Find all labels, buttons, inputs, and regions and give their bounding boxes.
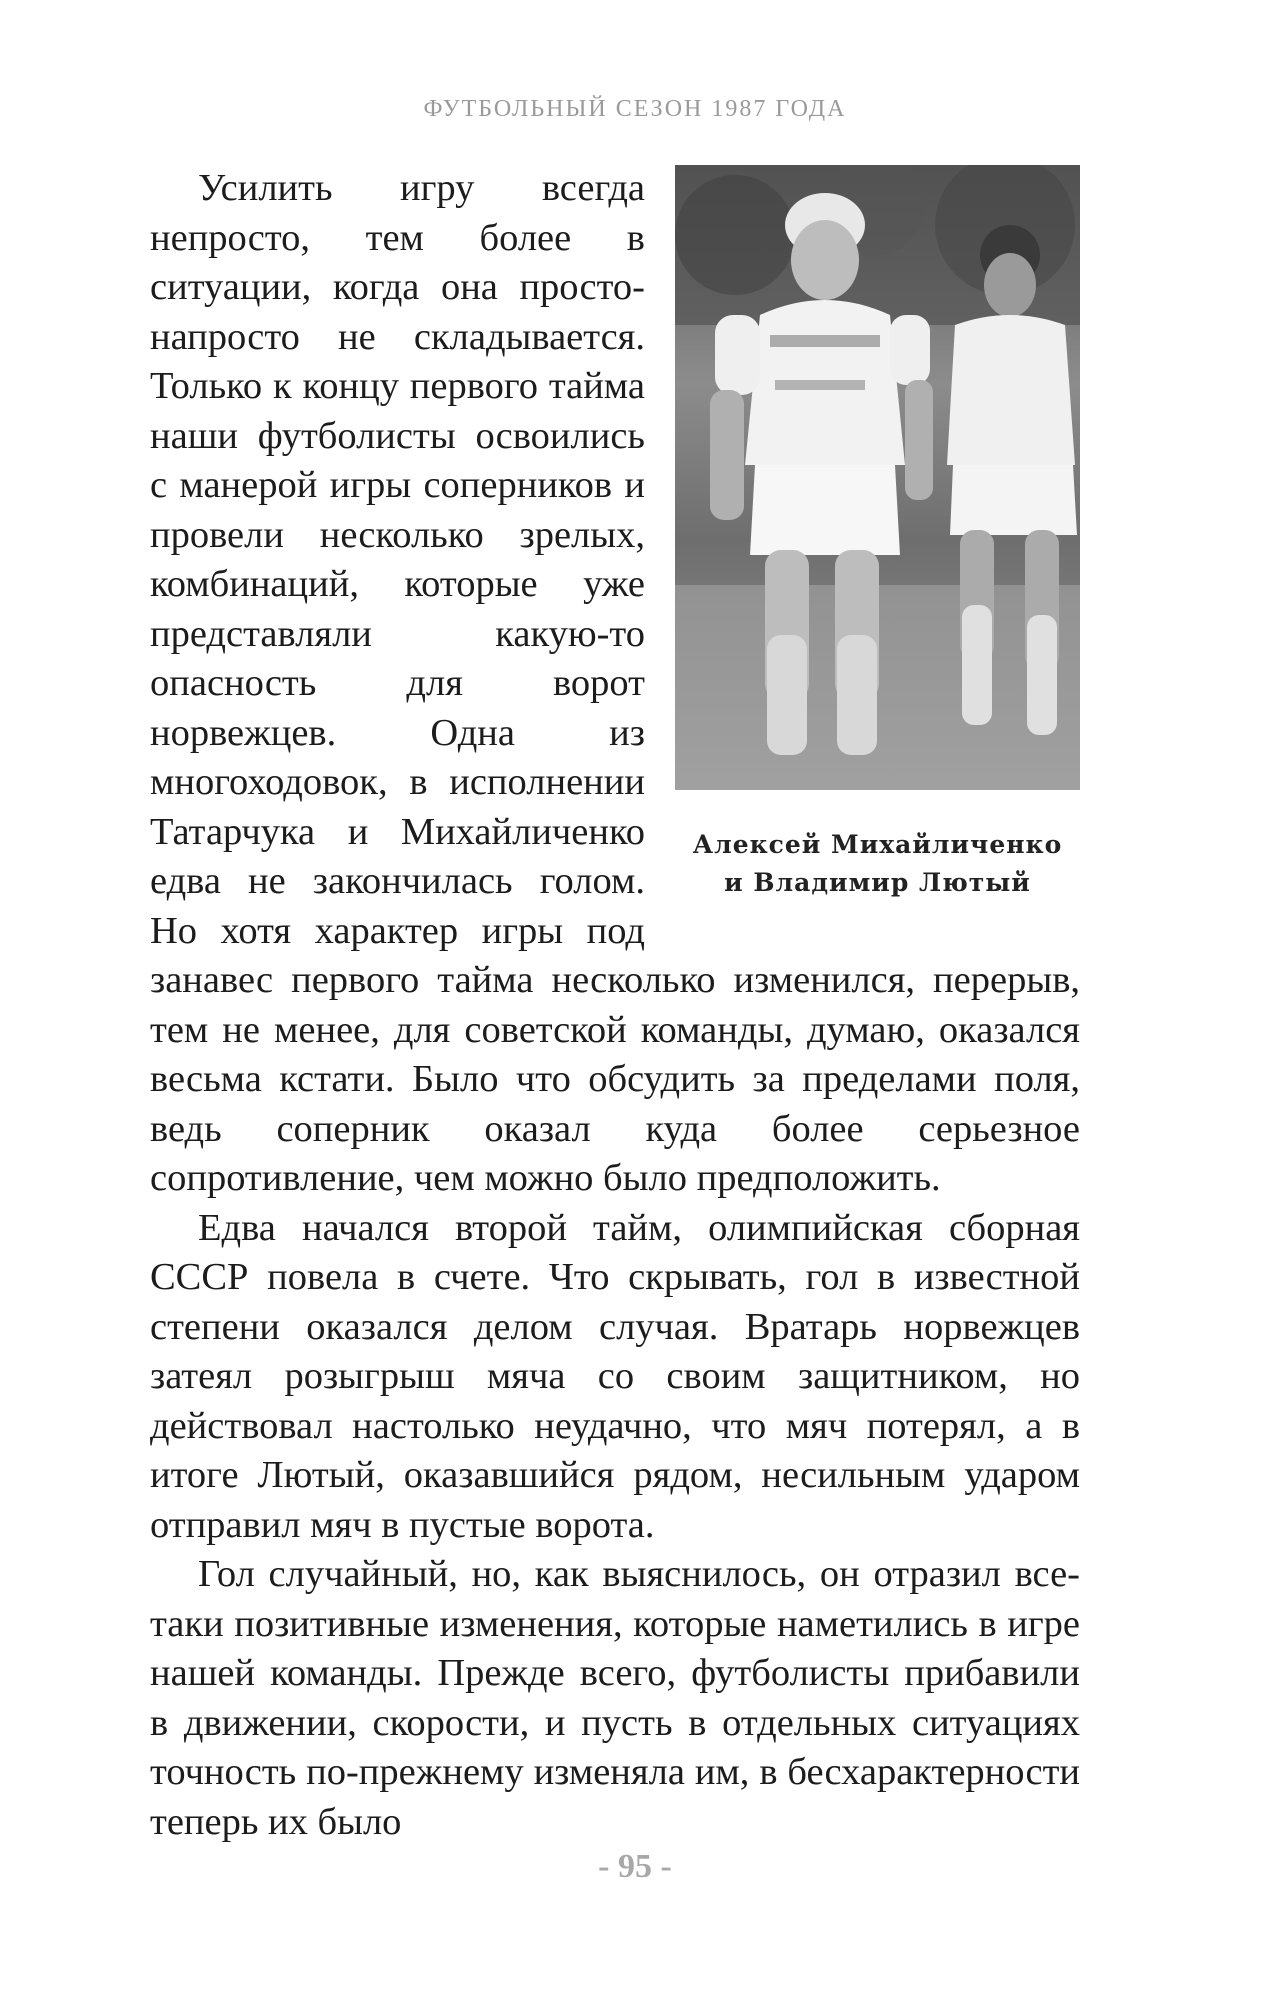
caption-line-2: и Владимир Лютый xyxy=(724,868,1031,897)
page-number: - 95 - xyxy=(598,1848,672,1885)
paragraph-2: Едва начался второй тайм, олимпийская сборная СССР повела в счете. Что скрывать, гол в известной степени оказался делом случая. Вратарь норвежцев затеял розыгрыш мяча со своим защитником, но действовал настолько неудачно, что мяч потерял, а в итоге Лютый, оказавшийся рядом, несильным ударом отправил мяч в пустые ворота. xyxy=(150,1206,1080,1546)
football-players-photo xyxy=(675,165,1080,790)
caption-line-1: Алексей Михайличенко xyxy=(692,830,1063,859)
text-block xyxy=(150,164,1080,1847)
running-head: ФУТБОЛЬНЫЙ СЕЗОН 1987 ГОДА xyxy=(423,96,847,122)
photo-caption xyxy=(675,826,1080,902)
paragraph-3: Гол случайный, но, как выяснилось, он отразил все-таки позитивные изменения, которые наметились в игре нашей команды. Прежде всего, футболисты прибавили в движении, скорости, и пусть в отдельных ситуациях точность по-прежнему изменяла им, в бесхарактерности теперь их было xyxy=(150,1553,1080,1843)
paragraph-1: Усилить игру всегда непросто, тем более в ситуации, когда она просто-напросто не складывается. Только к концу первого тайма наши футболисты освоились с манерой игры соперников и провели несколько зрелых, комбинаций, которые уже представляли какую-то опасность для ворот норвежцев. Одна из многоходовок, в исполнении Татарчука и Михайличенко едва не закончилась голом. Но хотя характер игры под занавес первого тайма несколько изменился, перерыв, тем не менее, для советской команды, думаю, оказался весьма кстати. Было что обсудить за пределами поля, ведь соперник оказал куда более серьезное сопротивление, чем можно было предположить. xyxy=(150,167,1080,1199)
photo-figure xyxy=(675,165,1080,902)
